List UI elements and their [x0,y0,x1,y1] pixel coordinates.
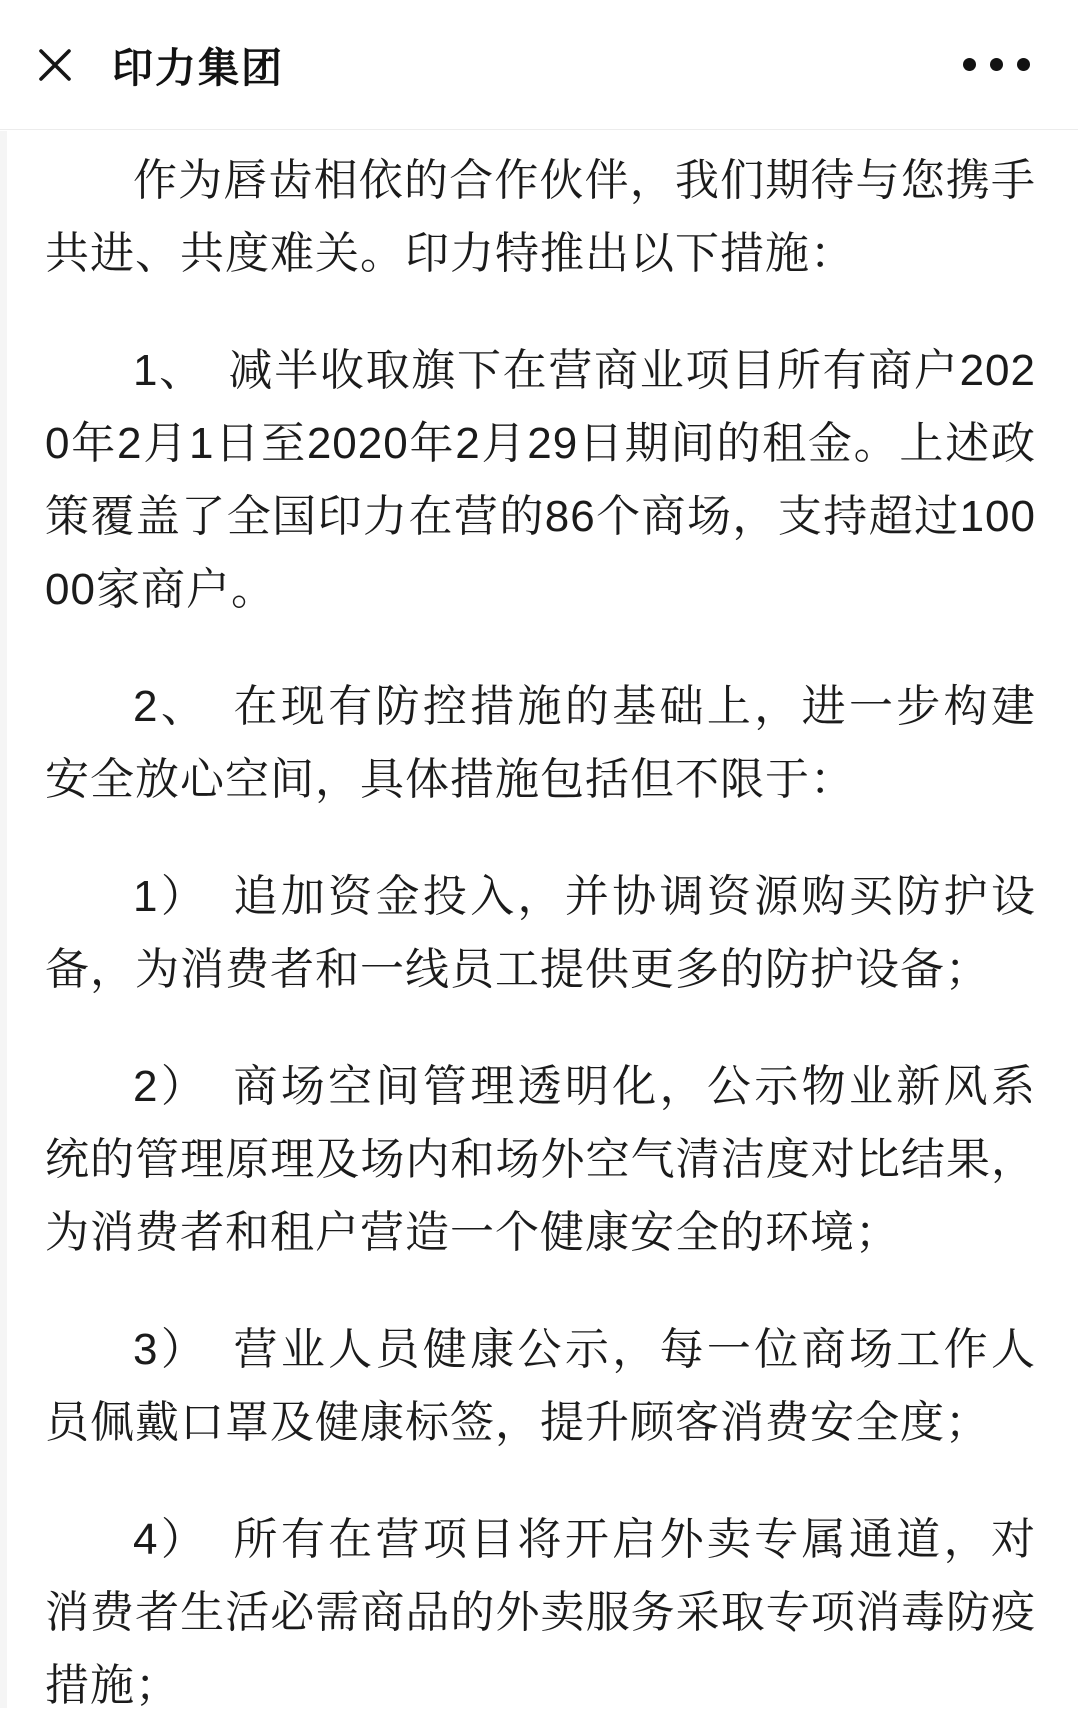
close-icon [33,43,77,87]
page-edge-shade [0,131,7,1708]
ellipsis-menu-icon [963,58,1030,71]
article-paragraph: 1、 减半收取旗下在营商业项目所有商户2020年2月1日至2020年2月29日期间的租金。上述政策覆盖了全国印力在营的86个商场，支持超过10000家商户。 [45,346,1036,614]
article-paragraph: 2、 在现有防控措施的基础上，进一步构建安全放心空间，具体措施包括但不限于： [45,682,1036,804]
article-paragraph: 3） 营业人员健康公示，每一位商场工作人员佩戴口罩及健康标签，提升顾客消费安全度； [45,1325,1036,1447]
article-paragraph: 1） 追加资金投入，并协调资源购买防护设备，为消费者和一线员工提供更多的防护设备； [45,872,1036,994]
article-paragraph: 4） 所有在营项目将开启外卖专属通道，对消费者生活必需商品的外卖服务采取专项消毒防疫措施； [45,1515,1036,1710]
article-paragraph: 2） 商场空间管理透明化，公示物业新风系统的管理原理及场内和场外空气清洁度对比结果，为消费者和租户营造一个健康安全的环境； [45,1062,1036,1257]
article-paragraph: 作为唇齿相依的合作伙伴，我们期待与您携手共进、共度难关。印力特推出以下措施： [45,156,1036,278]
article-body [0,130,1078,1722]
more-menu-button[interactable] [961,44,1032,85]
titlebar [0,0,1078,130]
page-title: 印力集团 [112,45,284,91]
close-button[interactable] [31,41,79,89]
